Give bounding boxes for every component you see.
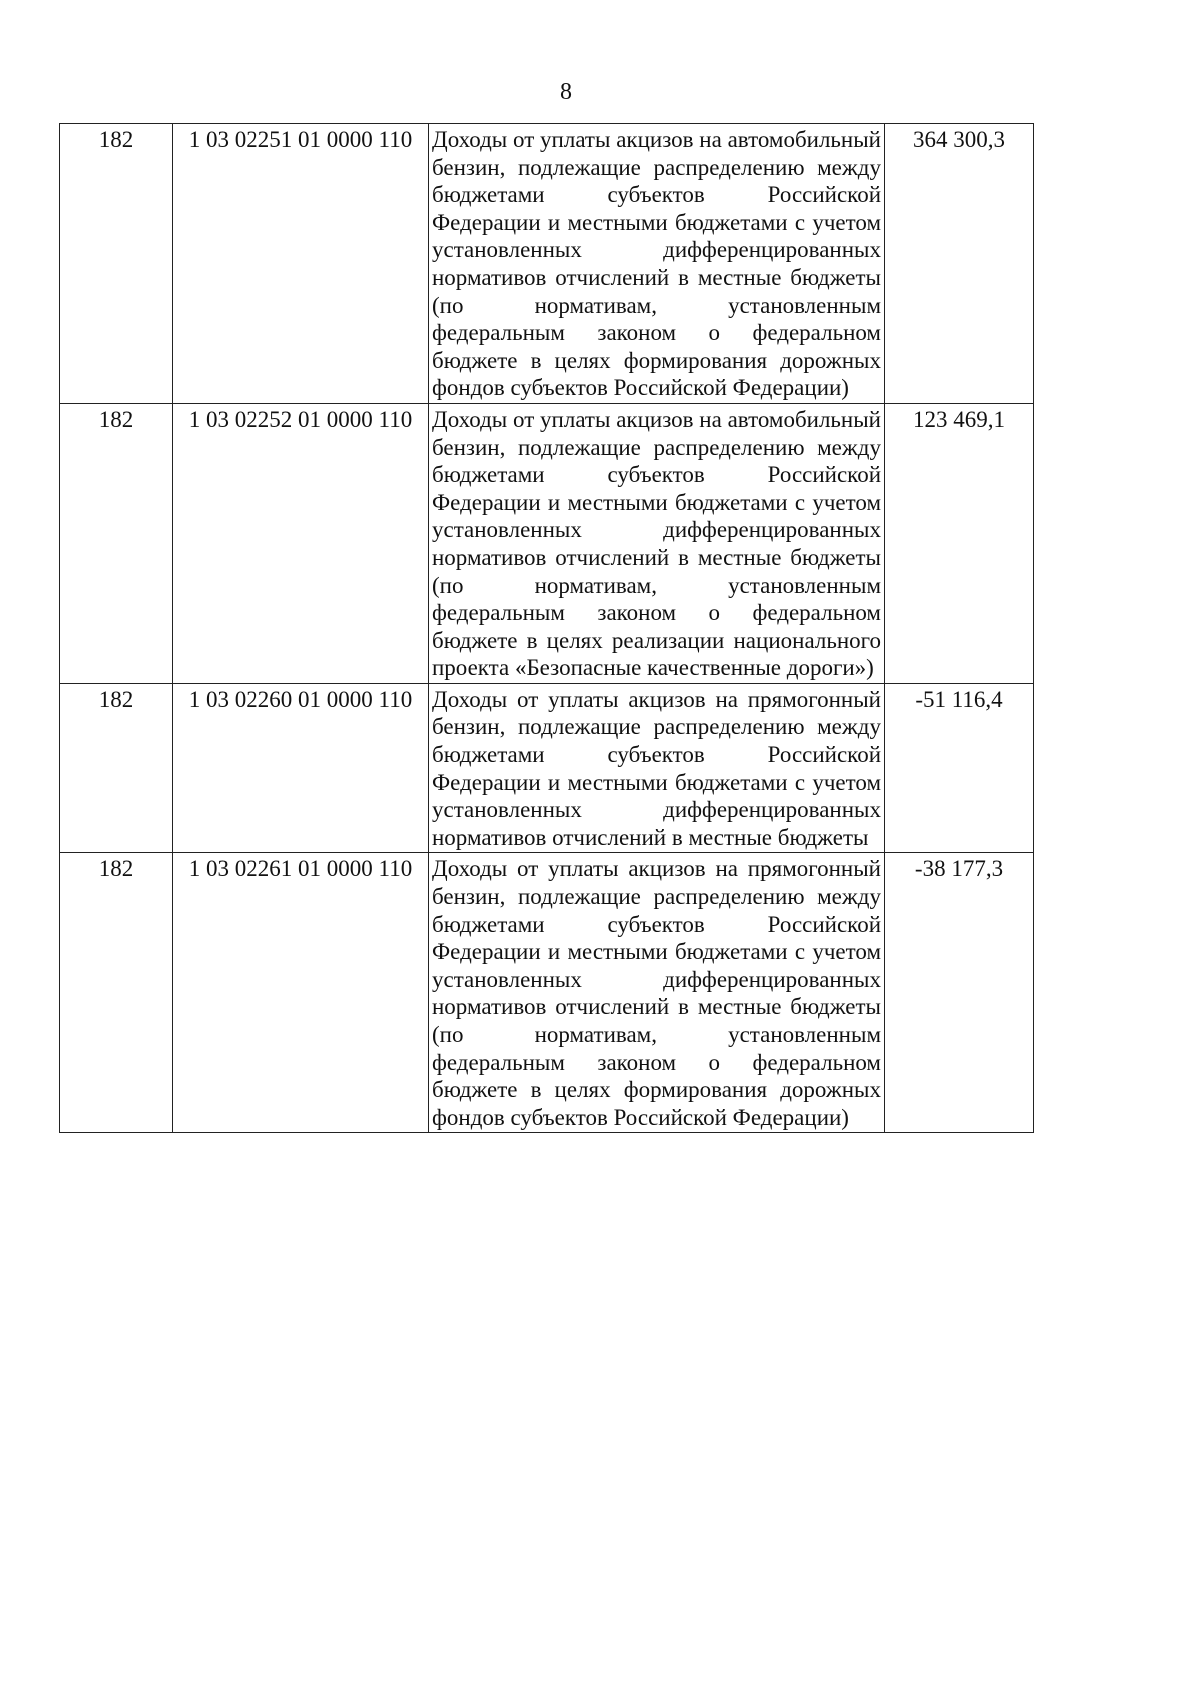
- page-number: 8: [560, 79, 572, 105]
- budget-classification-code-cell: 1 03 02260 01 0000 110: [173, 683, 429, 853]
- admin-code-cell: 182: [60, 124, 173, 404]
- revenue-description-cell: Доходы от уплаты акцизов на прямогонный бензин, подлежащие распределению между бюджетами субъектов Российской Федерации и местными бюджетами с учетом установленных дифференцированных нормативов отчислений в местные бюджеты: [429, 683, 885, 853]
- revenue-description-cell: Доходы от уплаты акцизов на автомобильный бензин, подлежащие распределению между бюджетами субъектов Российской Федерации и местными бюджетами с учетом установленных дифференцированных нормативов отчислений в местные бюджеты (по нормативам, установленным федеральным законом о федеральном бюджете в целях реализации национального проекта «Безопасные качественные дороги»): [429, 403, 885, 683]
- revenue-description-cell: Доходы от уплаты акцизов на прямогонный бензин, подлежащие распределению между бюджетами субъектов Российской Федерации и местными бюджетами с учетом установленных дифференцированных нормативов отчислений в местные бюджеты (по нормативам, установленным федеральным законом о федеральном бюджете в целях формирования дорожных фондов субъектов Российской Федерации): [429, 853, 885, 1133]
- table-row: [60, 683, 1034, 853]
- admin-code-cell: 182: [60, 403, 173, 683]
- amount-cell: -51 116,4: [885, 683, 1034, 853]
- amount-cell: -38 177,3: [885, 853, 1034, 1133]
- table-row: [60, 124, 1034, 404]
- table-row: [60, 403, 1034, 683]
- admin-code-cell: 182: [60, 853, 173, 1133]
- revenue-description-cell: Доходы от уплаты акцизов на автомобильный бензин, подлежащие распределению между бюджетами субъектов Российской Федерации и местными бюджетами с учетом установленных дифференцированных нормативов отчислений в местные бюджеты (по нормативам, установленным федеральным законом о федеральном бюджете в целях формирования дорожных фондов субъектов Российской Федерации): [429, 124, 885, 404]
- revenue-table: [59, 123, 1034, 1133]
- amount-cell: 123 469,1: [885, 403, 1034, 683]
- table-row: [60, 853, 1034, 1133]
- budget-classification-code-cell: 1 03 02251 01 0000 110: [173, 124, 429, 404]
- budget-classification-code-cell: 1 03 02252 01 0000 110: [173, 403, 429, 683]
- budget-classification-code-cell: 1 03 02261 01 0000 110: [173, 853, 429, 1133]
- amount-cell: 364 300,3: [885, 124, 1034, 404]
- admin-code-cell: 182: [60, 683, 173, 853]
